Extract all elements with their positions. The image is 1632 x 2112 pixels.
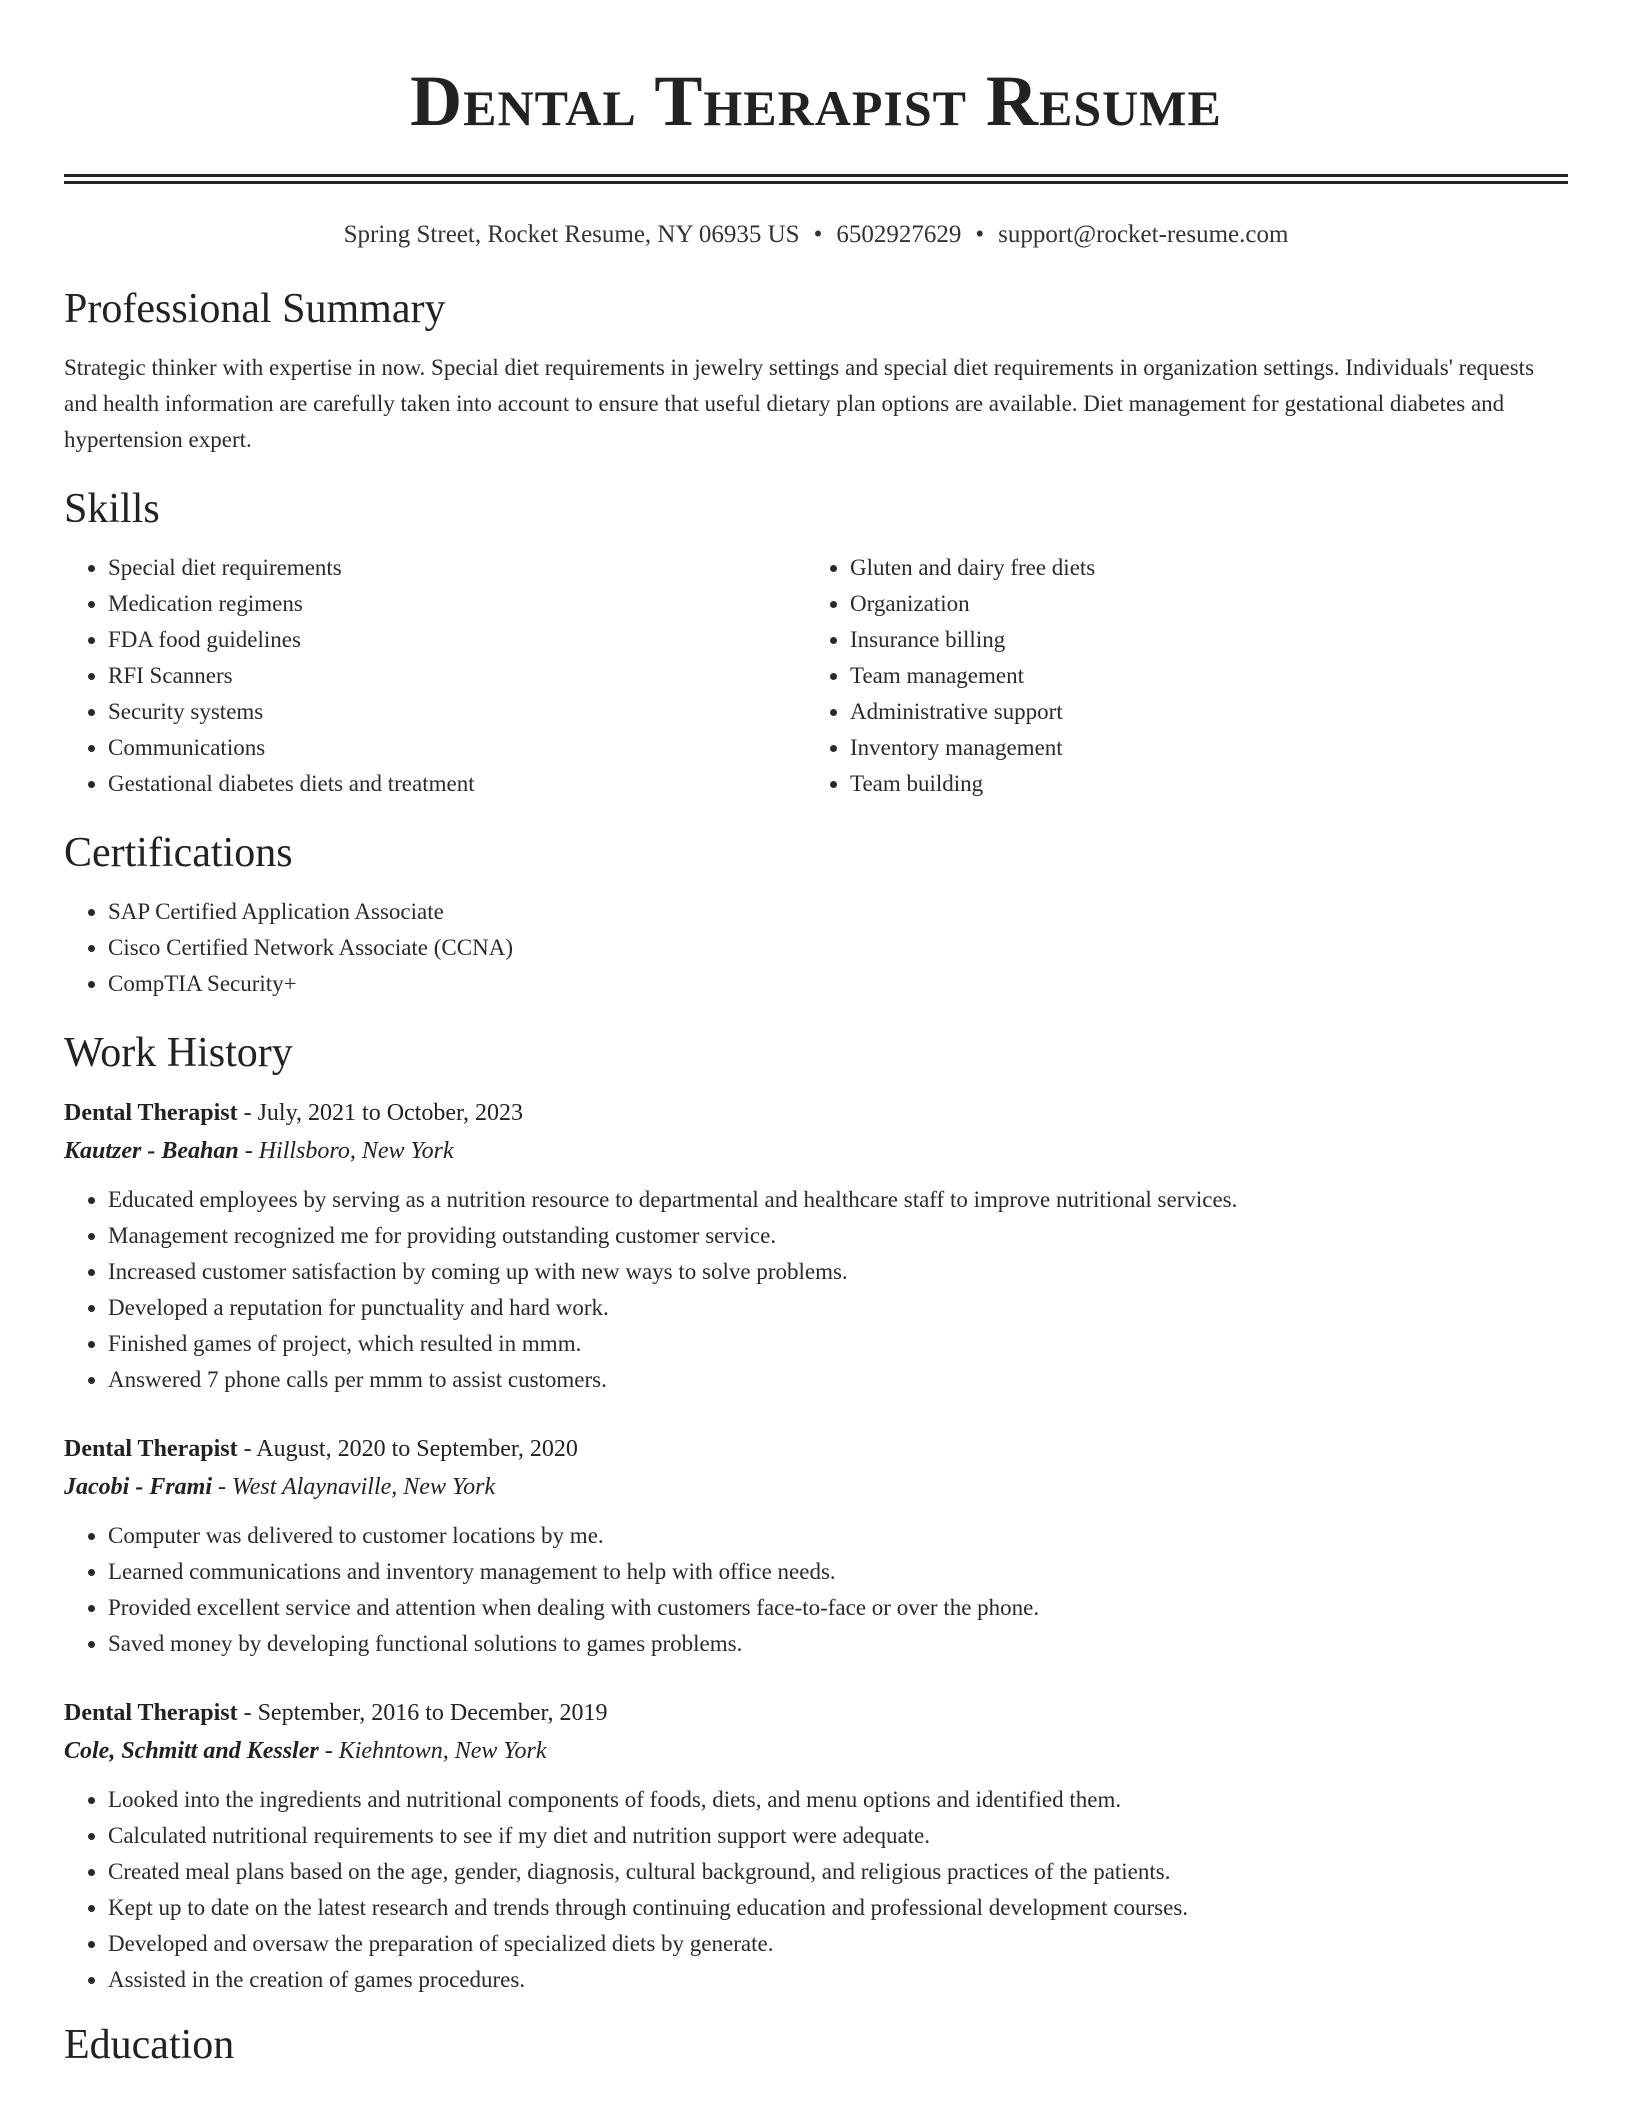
- contact-email[interactable]: support@rocket-resume.com: [998, 221, 1289, 248]
- job-bullet: • Developed and oversaw the preparation of specialized diets by generate.: [108, 1926, 1568, 1962]
- job-location: - West Alaynaville, New York: [212, 1474, 496, 1500]
- skills-heading: Skills: [64, 486, 160, 532]
- certification-item: • Cisco Certified Network Associate (CCNA): [108, 930, 1568, 966]
- job-bullet: • Kept up to date on the latest research and trends through continuing education and professional development courses.: [108, 1890, 1568, 1926]
- skill-item: • Communications: [108, 730, 806, 766]
- skill-item: • Security systems: [108, 694, 806, 730]
- job-bullet: • Finished games of project, which resulted in mmm.: [108, 1326, 1568, 1362]
- certification-item: • CompTIA Security+: [108, 966, 1568, 1002]
- employer-name: Cole, Schmitt and Kessler: [64, 1738, 319, 1764]
- job-bullet: • Educated employees by serving as a nutrition resource to departmental and healthcare staff to improve nutritional services.: [108, 1182, 1568, 1218]
- education-heading: Education: [64, 2022, 235, 2068]
- job-bullet: • Management recognized me for providing outstanding customer service.: [108, 1218, 1568, 1254]
- job-bullet: • Answered 7 phone calls per mmm to assist customers.: [108, 1362, 1568, 1398]
- skill-item: • Team building: [850, 766, 1548, 802]
- contact-line: [64, 218, 1568, 252]
- skill-item: • Gestational diabetes diets and treatment: [108, 766, 806, 802]
- job-title: Dental Therapist: [64, 1100, 238, 1126]
- skills-list: [64, 550, 1568, 802]
- job-bullet: • Computer was delivered to customer locations by me.: [108, 1518, 1568, 1554]
- certifications-heading: Certifications: [64, 830, 293, 876]
- job-bullet: • Saved money by developing functional solutions to games problems.: [108, 1626, 1568, 1662]
- contact-separator: •: [975, 221, 985, 248]
- job-dates: - July, 2021 to October, 2023: [237, 1100, 524, 1126]
- job-title: Dental Therapist: [64, 1436, 238, 1462]
- job-bullets: [64, 1182, 1568, 1398]
- job-bullet: • Developed a reputation for punctuality and hard work.: [108, 1290, 1568, 1326]
- employer-line: [64, 1132, 1568, 1170]
- job-location: - Hillsboro, New York: [238, 1138, 454, 1164]
- job-bullets: [64, 1518, 1568, 1662]
- skills-column-left: [64, 550, 806, 802]
- job-bullet: • Created meal plans based on the age, gender, diagnosis, cultural background, and religious practices of the patients.: [108, 1854, 1568, 1890]
- skill-item: • RFI Scanners: [108, 658, 806, 694]
- job-title: Dental Therapist: [64, 1700, 238, 1726]
- skill-item: • Team management: [850, 658, 1548, 694]
- job-dates: - September, 2016 to December, 2019: [237, 1700, 608, 1726]
- summary-text: Strategic thinker with expertise in now. Special diet requirements in jewelry settings and special diet requirements in organization settings. Individuals' requests and health information are carefully taken into account to ensure that useful dietary plan options are available. Diet management for gestational diabetes and hypertension expert.: [64, 355, 1535, 452]
- job-bullets: [64, 1782, 1568, 1998]
- employer-line: [64, 1468, 1568, 1506]
- resume-page: [64, 0, 1568, 2070]
- job-title-line: [64, 1430, 1568, 1468]
- contact-phone[interactable]: 6502927629: [836, 221, 962, 248]
- contact-address: Spring Street, Rocket Resume, NY 06935 US: [343, 221, 800, 248]
- skill-item: • Special diet requirements: [108, 550, 806, 586]
- job-bullet: • Calculated nutritional requirements to see if my diet and nutrition support were adequate.: [108, 1818, 1568, 1854]
- certifications-list: [64, 894, 1568, 1002]
- employer-name: Jacobi - Frami: [64, 1474, 212, 1500]
- skill-item: • Administrative support: [850, 694, 1548, 730]
- job-entry: [64, 1430, 1568, 1662]
- skill-item: • Medication regimens: [108, 586, 806, 622]
- skill-item: • Insurance billing: [850, 622, 1548, 658]
- skill-item: • Gluten and dairy free diets: [850, 550, 1548, 586]
- certification-item: • SAP Certified Application Associate: [108, 894, 1568, 930]
- job-entry: [64, 1694, 1568, 1998]
- skills-column-right: [806, 550, 1548, 802]
- title-double-rule: [64, 174, 1568, 184]
- work-history-heading: Work History: [64, 1030, 293, 1076]
- job-title-line: [64, 1694, 1568, 1732]
- job-entry: [64, 1094, 1568, 1398]
- contact-separator: •: [813, 221, 823, 248]
- job-dates: - August, 2020 to September, 2020: [237, 1436, 578, 1462]
- skill-item: • Inventory management: [850, 730, 1548, 766]
- skill-item: • FDA food guidelines: [108, 622, 806, 658]
- skill-item: • Organization: [850, 586, 1548, 622]
- job-bullet: • Increased customer satisfaction by coming up with new ways to solve problems.: [108, 1254, 1568, 1290]
- employer-line: [64, 1732, 1568, 1770]
- employer-name: Kautzer - Beahan: [64, 1138, 239, 1164]
- resume-title: Dental Therapist Resume: [410, 61, 1222, 141]
- job-bullet: • Learned communications and inventory management to help with office needs.: [108, 1554, 1568, 1590]
- job-bullet: • Assisted in the creation of games procedures.: [108, 1962, 1568, 1998]
- job-title-line: [64, 1094, 1568, 1132]
- summary-heading: Professional Summary: [64, 286, 446, 332]
- job-bullet: • Provided excellent service and attention when dealing with customers face-to-face or over the phone.: [108, 1590, 1568, 1626]
- job-location: - Kiehntown, New York: [318, 1738, 547, 1764]
- job-bullet: • Looked into the ingredients and nutritional components of foods, diets, and menu options and identified them.: [108, 1782, 1568, 1818]
